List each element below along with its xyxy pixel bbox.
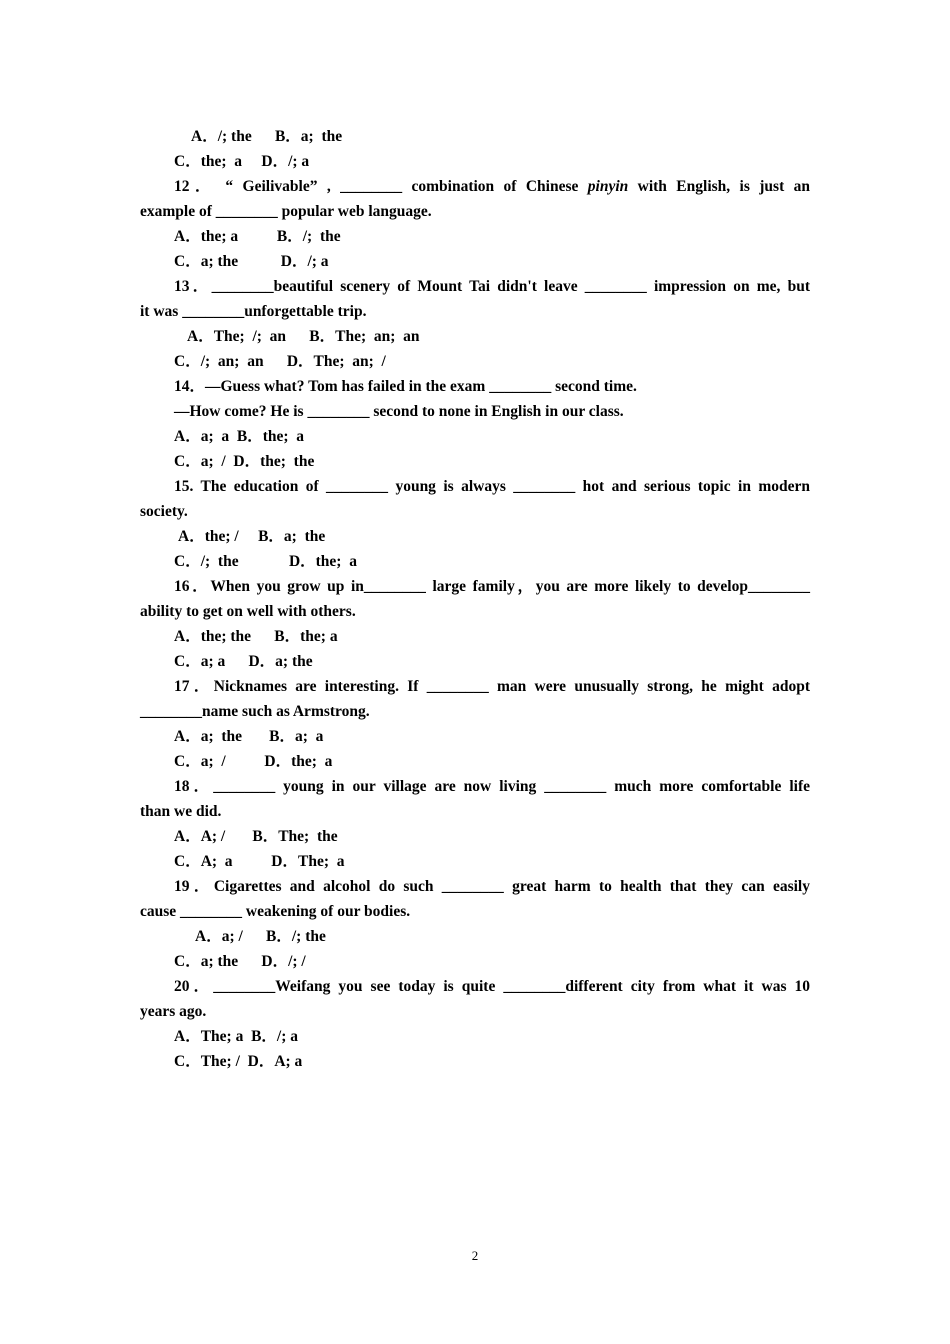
- q12-stem-line1: [140, 174, 810, 199]
- q18-options-cd: C．A; a D．The; a: [174, 853, 345, 870]
- page-number: 2: [471, 1248, 479, 1263]
- q12-stem-line2: example of ________ popular web language.: [140, 203, 432, 220]
- q14-stem-line1: 14．—Guess what? Tom has failed in the exam ________ second time.: [174, 378, 637, 395]
- q19-options-ab: A．a; / B．/; the: [195, 928, 326, 945]
- q15-options-cd: C．/; the D．the; a: [174, 553, 357, 570]
- q12-stem-part2: with English, is just an: [628, 178, 810, 195]
- q15-options-ab: A．the; / B．a; the: [178, 528, 326, 545]
- q16-stem-line2: ability to get on well with others.: [140, 603, 356, 620]
- q17-stem-line2: ________name such as Armstrong.: [140, 703, 370, 720]
- q15-stem-line1: 15. The education of ________ young is always ________ hot and serious topic in modern: [174, 478, 810, 495]
- q12-stem-part1: 12． “ Geilivable” , ________ combination of Chinese: [174, 178, 579, 195]
- q17-stem-line1: 17．Nicknames are interesting. If ________ man were unusually strong, he might adopt: [174, 678, 810, 695]
- q18-stem-line2: than we did.: [140, 803, 222, 820]
- q20-stem-line1: 20．________Weifang you see today is quite ________different city from what it was 10: [174, 978, 810, 995]
- q11-options-ab: A．/; the B．a; the: [191, 128, 343, 145]
- q11-options-cd: C．the; a D．/; a: [174, 153, 310, 170]
- q13-options-ab: A．The; /; an B．The; an; an: [187, 328, 420, 345]
- q18-options-ab: A．A; / B．The; the: [174, 828, 338, 845]
- q20-options-ab: A．The; a B．/; a: [174, 1028, 299, 1045]
- q13-stem-line1: 13．________beautiful scenery of Mount Tai didn't leave ________ impression on me, but: [174, 278, 810, 295]
- q15-stem-line2: society.: [140, 503, 188, 520]
- q13-stem-line2: it was ________unforgettable trip.: [140, 303, 367, 320]
- q14-options-cd: C．a; / D．the; the: [174, 453, 315, 470]
- q18-stem-line1: 18．________ young in our village are now living ________ much more comfortable life: [174, 778, 810, 795]
- q14-stem-line2: —How come? He is ________ second to none in English in our class.: [174, 403, 624, 420]
- q17-options-ab: A．a; the B．a; a: [174, 728, 324, 745]
- q19-stem-line1: 19．Cigarettes and alcohol do such ________ great harm to health that they can easily: [174, 878, 810, 895]
- question-list: [140, 124, 810, 1074]
- q12-stem-italic: pinyin: [587, 178, 629, 195]
- q12-options-cd: C．a; the D．/; a: [174, 253, 329, 270]
- q14-options-ab: A．a; a B．the; a: [174, 428, 305, 445]
- q17-options-cd: C．a; / D．the; a: [174, 753, 333, 770]
- q19-stem-line2: cause ________ weakening of our bodies.: [140, 903, 411, 920]
- q12-options-ab: A．the; a B．/; the: [174, 228, 341, 245]
- q13-options-cd: C．/; an; an D．The; an; /: [174, 353, 386, 370]
- q16-options-cd: C．a; a D．a; the: [174, 653, 313, 670]
- q19-options-cd: C．a; the D．/; /: [174, 953, 306, 970]
- q16-stem-line1: 16．When you grow up in________ large family，you are more likely to develop________: [174, 578, 810, 595]
- q20-options-cd: C．The; / D．A; a: [174, 1053, 303, 1070]
- q16-options-ab: A．the; the B．the; a: [174, 628, 338, 645]
- q20-stem-line2: years ago.: [140, 1003, 207, 1020]
